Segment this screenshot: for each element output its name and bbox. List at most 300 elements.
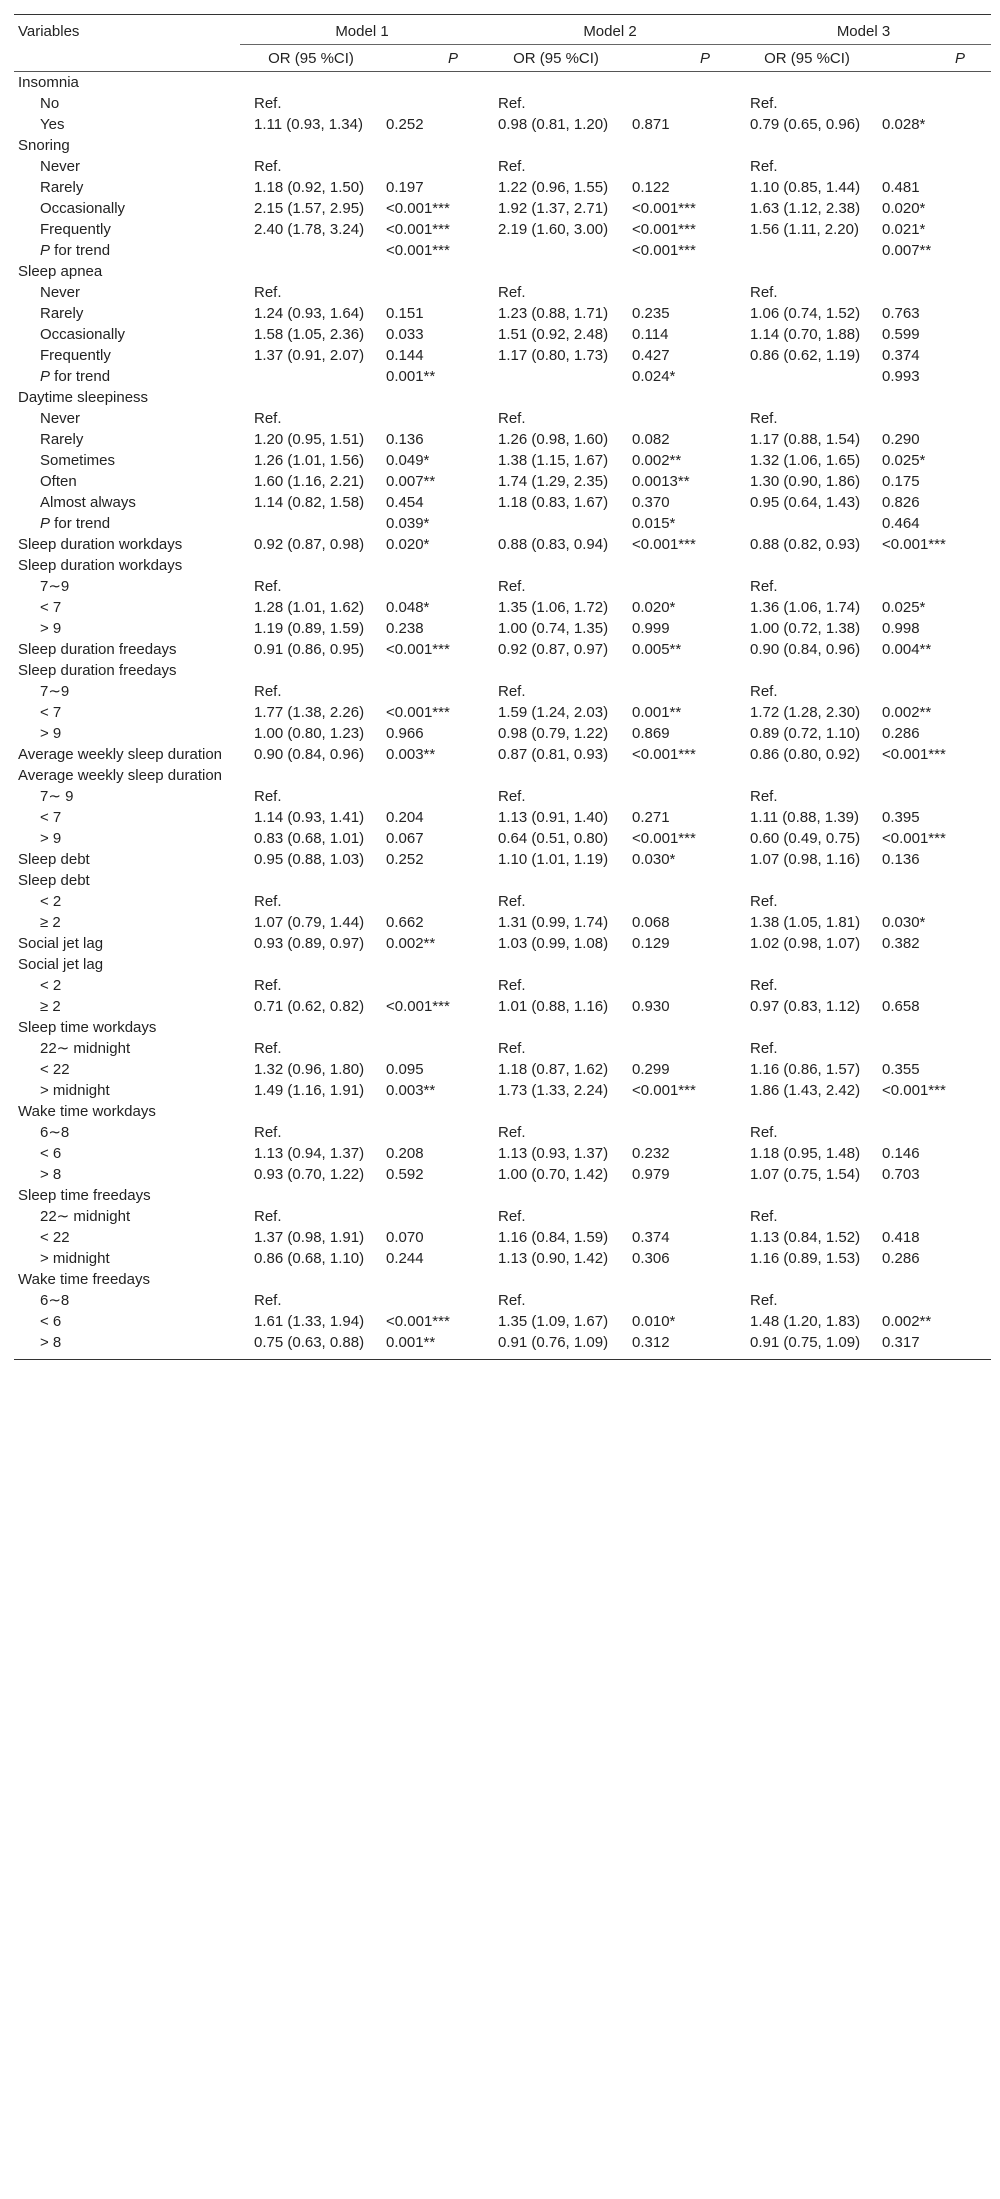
- or-ci-cell-model-2: 1.03 (0.99, 1.08): [498, 935, 609, 952]
- or-ci-cell-model-2: 1.74 (1.29, 2.35): [498, 473, 609, 490]
- p-value-cell-model-1: 0.252: [386, 116, 424, 133]
- p-value-cell-model-1: 0.003**: [386, 746, 436, 763]
- or-ci-cell-model-3: 0.88 (0.82, 0.93): [750, 536, 861, 553]
- p-value-cell-model-2: 0.979: [632, 1166, 670, 1183]
- or-ci-cell-model-2: [484, 555, 628, 576]
- p-value-cell-model-1: [382, 1122, 484, 1143]
- or-ci-cell-model-1: [240, 1101, 382, 1122]
- or-ci-cell-model-1: [240, 1269, 382, 1290]
- table-row: [14, 1080, 991, 1101]
- p-value-cell-model-2: [628, 765, 736, 786]
- table-row: [14, 996, 991, 1017]
- p-value-cell-model-3: [878, 786, 991, 807]
- or-ci-cell-model-1: 0.91 (0.86, 0.95): [254, 641, 365, 658]
- variable-label: 6∼8: [40, 1292, 70, 1309]
- p-value-cell-model-3: <0.001***: [882, 830, 946, 847]
- or-ci-cell-model-2: 1.38 (1.15, 1.67): [498, 452, 609, 469]
- p-value-cell-model-1: <0.001***: [386, 1313, 450, 1330]
- p-value-cell-model-1: 0.204: [386, 809, 424, 826]
- variable-label: < 2: [40, 893, 62, 910]
- or-ci-cell-model-3: 1.30 (0.90, 1.86): [750, 473, 861, 490]
- table-row: [14, 1122, 991, 1143]
- p-value-cell-model-1: 0.033: [386, 326, 424, 343]
- p-value-cell-model-1: [382, 891, 484, 912]
- or-ci-cell-model-3: 1.02 (0.98, 1.07): [750, 935, 861, 952]
- p-value-cell-model-1: 0.151: [386, 305, 424, 322]
- or-ci-cell-model-1: 1.11 (0.93, 1.34): [254, 116, 363, 133]
- p-value-cell-model-3: 0.993: [882, 368, 920, 385]
- or-ci-cell-model-1: 1.13 (0.94, 1.37): [254, 1145, 365, 1162]
- or-ci-cell-model-1: Ref.: [254, 578, 282, 595]
- or-ci-cell-model-3: 1.06 (0.74, 1.52): [750, 305, 861, 322]
- table-group-row: [14, 639, 991, 660]
- p-value-cell-model-3: 0.290: [882, 431, 920, 448]
- p-value-cell-model-3: 0.021*: [882, 221, 926, 238]
- p-value-cell-model-2: 0.930: [632, 998, 670, 1015]
- p-value-cell-model-2: [628, 786, 736, 807]
- or-ci-cell-model-2: 1.13 (0.91, 1.40): [498, 809, 609, 826]
- or-ci-cell-model-1: [240, 954, 382, 975]
- table-row: [14, 1038, 991, 1059]
- p-value-cell-model-1: <0.001***: [386, 242, 450, 259]
- table-group-row: [14, 387, 991, 408]
- p-value-cell-model-3: 0.355: [882, 1061, 920, 1078]
- p-value-cell-model-3: 0.002**: [882, 704, 932, 721]
- or-ci-cell-model-2: Ref.: [498, 1292, 526, 1309]
- or-ci-cell-model-2: Ref.: [498, 1208, 526, 1225]
- p-value-cell-model-2: [628, 1269, 736, 1290]
- table-row: [14, 702, 991, 723]
- p-value-cell-model-3: <0.001***: [882, 1082, 946, 1099]
- table-row: [14, 156, 991, 177]
- table-row: [14, 597, 991, 618]
- p-value-cell-model-2: 0.235: [632, 305, 670, 322]
- table-row: [14, 576, 991, 597]
- variable-label: Rarely: [40, 305, 84, 322]
- table-row: [14, 366, 991, 387]
- or-ci-cell-model-2: 1.16 (0.84, 1.59): [498, 1229, 609, 1246]
- p-header-model-2: P: [628, 45, 736, 72]
- variable-label: > 8: [14, 1332, 240, 1360]
- p-value-cell-model-3: 0.020*: [882, 200, 926, 217]
- variable-label: < 7: [40, 599, 62, 616]
- or-ci-cell-model-3: [736, 1185, 878, 1206]
- p-value-cell-model-3: [878, 387, 991, 408]
- variable-label: ≥ 2: [40, 998, 61, 1015]
- p-value-cell-model-2: [628, 156, 736, 177]
- p-value-cell-model-1: [382, 156, 484, 177]
- p-value-cell-model-3: 0.599: [882, 326, 920, 343]
- or-ci-cell-model-1: 0.93 (0.89, 0.97): [254, 935, 365, 952]
- p-value-cell-model-2: 0.374: [632, 1229, 670, 1246]
- p-value-cell-model-2: 0.129: [632, 935, 670, 952]
- variable-label: Insomnia: [18, 74, 79, 91]
- p-value-cell-model-1: 0.070: [386, 1229, 424, 1246]
- variable-label: Almost always: [40, 494, 136, 511]
- or-ci-cell-model-1: 1.37 (0.91, 2.07): [254, 347, 365, 364]
- table-group-row: [14, 1017, 991, 1038]
- p-value-cell-model-2: <0.001***: [632, 221, 696, 238]
- table-group-row: [14, 660, 991, 681]
- or-ci-cell-model-3: 1.14 (0.70, 1.88): [750, 326, 861, 343]
- p-value-cell-model-1: 0.001**: [382, 1332, 484, 1360]
- or-ci-cell-model-2: [484, 870, 628, 891]
- or-ci-cell-model-1: [240, 261, 382, 282]
- or-ci-cell-model-2: 1.23 (0.88, 1.71): [498, 305, 609, 322]
- table-row: [14, 114, 991, 135]
- or-ci-cell-model-1: 1.00 (0.80, 1.23): [254, 725, 365, 742]
- p-value-cell-model-2: 0.114: [632, 326, 669, 343]
- or-ci-cell-model-1: 1.26 (1.01, 1.56): [254, 452, 365, 469]
- variable-label: Sleep duration freedays: [18, 641, 177, 658]
- table-row: [14, 429, 991, 450]
- p-value-cell-model-2: [628, 93, 736, 114]
- p-value-cell-model-3: [878, 72, 991, 94]
- p-value-cell-model-1: [382, 1101, 484, 1122]
- table-row: [14, 618, 991, 639]
- variable-label: 7∼9: [40, 683, 70, 700]
- table-row: [14, 975, 991, 996]
- or-header-model-2: OR (95 %CI): [484, 45, 628, 72]
- or-ci-cell-model-2: [484, 261, 628, 282]
- p-value-cell-model-3: [878, 156, 991, 177]
- or-ci-cell-model-3: 0.97 (0.83, 1.12): [750, 998, 861, 1015]
- p-value-cell-model-3: 0.028*: [882, 116, 926, 133]
- variable-label: Sleep debt: [18, 872, 90, 889]
- variable-label: < 6: [40, 1145, 62, 1162]
- p-value-cell-model-3: 0.464: [882, 515, 920, 532]
- or-ci-cell-model-2: Ref.: [498, 977, 526, 994]
- variable-label: No: [40, 95, 60, 112]
- p-value-cell-model-3: [878, 1017, 991, 1038]
- or-ci-cell-model-2: [484, 135, 628, 156]
- p-value-cell-model-2: 0.306: [632, 1250, 670, 1267]
- p-value-cell-model-2: 0.271: [632, 809, 670, 826]
- or-ci-cell-model-3: [736, 555, 878, 576]
- or-ci-cell-model-2: Ref.: [498, 158, 526, 175]
- p-value-cell-model-2: 0.024*: [632, 368, 676, 385]
- variable-label: 7∼9: [40, 578, 70, 595]
- variable-label: Rarely: [40, 179, 84, 196]
- p-value-cell-model-1: <0.001***: [386, 200, 450, 217]
- or-ci-cell-model-3: 1.18 (0.95, 1.48): [750, 1145, 861, 1162]
- table-group-row: [14, 1185, 991, 1206]
- p-value-cell-model-2: [628, 135, 736, 156]
- p-value-cell-model-1: [382, 1185, 484, 1206]
- or-ci-cell-model-2: 1.92 (1.37, 2.71): [498, 200, 609, 217]
- table-row: [14, 891, 991, 912]
- p-value-cell-model-1: [382, 135, 484, 156]
- p-value-cell-model-3: [878, 870, 991, 891]
- or-ci-cell-model-3: [736, 1269, 878, 1290]
- p-value-cell-model-1: 0.208: [386, 1145, 424, 1162]
- variable-label: Frequently: [40, 221, 111, 238]
- p-value-cell-model-3: 0.175: [882, 473, 920, 490]
- or-ci-cell-model-3: Ref.: [750, 284, 778, 301]
- variable-label: > midnight: [40, 1250, 110, 1267]
- or-ci-cell-model-1: Ref.: [254, 788, 282, 805]
- p-value-cell-model-3: [878, 1269, 991, 1290]
- p-value-cell-model-1: 0.252: [386, 851, 424, 868]
- or-ci-cell-model-1: 0.90 (0.84, 0.96): [254, 746, 365, 763]
- variable-label: Average weekly sleep duration: [18, 746, 223, 763]
- table-row: [14, 786, 991, 807]
- or-ci-cell-model-3: Ref.: [750, 1040, 778, 1057]
- or-ci-cell-model-2: [484, 366, 628, 387]
- p-value-cell-model-3: 0.007**: [882, 242, 932, 259]
- p-value-cell-model-1: 0.020*: [386, 536, 430, 553]
- p-value-cell-model-2: <0.001***: [632, 830, 696, 847]
- or-ci-cell-model-1: Ref.: [254, 977, 282, 994]
- or-ci-cell-model-2: Ref.: [498, 578, 526, 595]
- p-value-cell-model-3: 0.002**: [882, 1313, 932, 1330]
- p-value-cell-model-2: <0.001***: [632, 242, 696, 259]
- p-value-cell-model-1: [382, 660, 484, 681]
- p-value-cell-model-2: 0.999: [632, 620, 670, 637]
- or-ci-cell-model-2: 0.98 (0.79, 1.22): [498, 725, 609, 742]
- p-value-cell-model-2: 0.427: [632, 347, 670, 364]
- p-value-cell-model-3: [878, 261, 991, 282]
- variable-label: > 9: [40, 620, 62, 637]
- p-value-cell-model-1: [382, 576, 484, 597]
- p-value-cell-model-3: [878, 1290, 991, 1311]
- or-ci-cell-model-1: 1.07 (0.79, 1.44): [254, 914, 365, 931]
- variable-label: Never: [40, 410, 81, 427]
- p-value-cell-model-1: [382, 408, 484, 429]
- variable-label: < 22: [40, 1061, 70, 1078]
- or-ci-cell-model-3: 1.16 (0.86, 1.57): [750, 1061, 861, 1078]
- table-row: [14, 471, 991, 492]
- variable-label: Never: [40, 158, 81, 175]
- table-group-row: [14, 135, 991, 156]
- p-value-cell-model-2: [628, 660, 736, 681]
- or-ci-cell-model-2: 1.73 (1.33, 2.24): [498, 1082, 609, 1099]
- or-ci-cell-model-1: [240, 135, 382, 156]
- p-header-model-1: P: [382, 45, 484, 72]
- p-value-cell-model-2: 0.068: [632, 914, 670, 931]
- table-row: [14, 1290, 991, 1311]
- table-group-row: [14, 534, 991, 555]
- or-ci-cell-model-3: Ref.: [750, 410, 778, 427]
- or-ci-cell-model-3: [736, 513, 878, 534]
- or-ci-cell-model-1: [240, 870, 382, 891]
- p-value-cell-model-1: [382, 1290, 484, 1311]
- p-value-cell-model-2: [628, 408, 736, 429]
- or-ci-cell-model-1: 2.40 (1.78, 3.24): [254, 221, 365, 238]
- table-group-row: [14, 261, 991, 282]
- or-ci-cell-model-1: 0.83 (0.68, 1.01): [254, 830, 365, 847]
- variable-label: 7∼ 9: [40, 788, 74, 805]
- variable-label: > 9: [40, 830, 62, 847]
- odds-ratio-table: [14, 14, 991, 1360]
- p-value-cell-model-3: [878, 408, 991, 429]
- p-value-cell-model-3: 0.025*: [882, 599, 926, 616]
- p-value-cell-model-2: 0.122: [632, 179, 670, 196]
- or-ci-cell-model-1: [240, 513, 382, 534]
- table-row: [14, 1332, 991, 1360]
- table-row: [14, 1248, 991, 1269]
- p-value-cell-model-3: 0.146: [882, 1145, 920, 1162]
- p-value-cell-model-1: 0.662: [386, 914, 424, 931]
- variable-label: Sleep duration workdays: [18, 536, 183, 553]
- p-value-cell-model-2: [628, 1122, 736, 1143]
- or-ci-cell-model-2: [484, 1017, 628, 1038]
- variable-label: 22∼ midnight: [40, 1040, 131, 1057]
- p-value-cell-model-1: 0.067: [386, 830, 424, 847]
- p-value-cell-model-2: [628, 954, 736, 975]
- p-value-cell-model-3: [878, 954, 991, 975]
- or-ci-cell-model-2: [484, 1269, 628, 1290]
- variable-label: > 9: [40, 725, 62, 742]
- table-row: [14, 1206, 991, 1227]
- table-group-row: [14, 765, 991, 786]
- variable-label: Sleep time freedays: [18, 1187, 151, 1204]
- p-value-cell-model-1: 0.001**: [386, 368, 436, 385]
- or-ci-cell-model-3: Ref.: [750, 683, 778, 700]
- variable-label: 6∼8: [40, 1124, 70, 1141]
- or-ci-cell-model-3: 0.86 (0.62, 1.19): [750, 347, 861, 364]
- variable-label: Sleep duration freedays: [18, 662, 177, 679]
- or-ci-cell-model-2: Ref.: [498, 410, 526, 427]
- or-ci-cell-model-3: Ref.: [750, 158, 778, 175]
- p-value-cell-model-1: 0.144: [386, 347, 424, 364]
- p-value-cell-model-1: [382, 72, 484, 94]
- p-value-cell-model-1: 0.454: [386, 494, 424, 511]
- or-ci-cell-model-3: 1.16 (0.89, 1.53): [750, 1250, 861, 1267]
- variables-subheader-blank: [14, 45, 240, 72]
- table-row: [14, 492, 991, 513]
- or-ci-cell-model-3: [736, 765, 878, 786]
- table-row: [14, 807, 991, 828]
- p-value-cell-model-2: 0.020*: [632, 599, 676, 616]
- or-ci-cell-model-1: 0.92 (0.87, 0.98): [254, 536, 365, 553]
- or-ci-cell-model-1: Ref.: [254, 95, 282, 112]
- p-value-cell-model-2: <0.001***: [632, 536, 696, 553]
- p-value-cell-model-3: 0.826: [882, 494, 920, 511]
- or-ci-cell-model-3: Ref.: [750, 95, 778, 112]
- p-value-cell-model-1: [382, 387, 484, 408]
- variable-label: Sleep debt: [18, 851, 90, 868]
- p-value-cell-model-1: [382, 954, 484, 975]
- p-value-cell-model-2: [628, 1017, 736, 1038]
- or-ci-cell-model-2: 1.10 (1.01, 1.19): [498, 851, 609, 868]
- p-value-cell-model-2: 0.869: [632, 725, 670, 742]
- variable-label: Sleep duration workdays: [18, 557, 183, 574]
- variable-label: Sometimes: [40, 452, 116, 469]
- p-value-cell-model-3: [878, 681, 991, 702]
- table-row: [14, 1311, 991, 1332]
- p-value-cell-model-3: [878, 891, 991, 912]
- or-ci-cell-model-2: 0.88 (0.83, 0.94): [498, 536, 609, 553]
- or-ci-cell-model-1: [240, 1017, 382, 1038]
- or-ci-cell-model-2: 1.17 (0.80, 1.73): [498, 347, 609, 364]
- variable-label: < 2: [40, 977, 62, 994]
- or-ci-cell-model-1: [240, 1185, 382, 1206]
- or-ci-cell-model-2: 1.26 (0.98, 1.60): [498, 431, 609, 448]
- or-ci-cell-model-2: 1.18 (0.87, 1.62): [498, 1061, 609, 1078]
- p-value-cell-model-2: <0.001***: [632, 746, 696, 763]
- p-value-cell-model-3: 0.763: [882, 305, 920, 322]
- or-ci-cell-model-3: 1.13 (0.84, 1.52): [750, 1229, 861, 1246]
- p-value-cell-model-1: 0.039*: [386, 515, 430, 532]
- table-row: [14, 912, 991, 933]
- or-ci-cell-model-1: 0.75 (0.63, 0.88): [240, 1332, 382, 1360]
- p-value-cell-model-2: [628, 1290, 736, 1311]
- table-group-row: [14, 555, 991, 576]
- or-ci-cell-model-2: 1.13 (0.93, 1.37): [498, 1145, 609, 1162]
- variable-label: Rarely: [40, 431, 84, 448]
- variable-label: Frequently: [40, 347, 111, 364]
- p-value-cell-model-2: 0.082: [632, 431, 670, 448]
- p-value-cell-model-3: [878, 765, 991, 786]
- p-value-cell-model-2: [628, 555, 736, 576]
- p-value-cell-model-1: 0.197: [386, 179, 424, 196]
- or-ci-cell-model-1: Ref.: [254, 1208, 282, 1225]
- or-ci-cell-model-1: 1.24 (0.93, 1.64): [254, 305, 365, 322]
- table-row: [14, 408, 991, 429]
- or-ci-cell-model-3: 0.89 (0.72, 1.10): [750, 725, 861, 742]
- p-value-cell-model-3: [878, 555, 991, 576]
- or-ci-cell-model-2: Ref.: [498, 95, 526, 112]
- p-value-cell-model-2: 0.312: [628, 1332, 736, 1360]
- or-header-model-3: OR (95 %CI): [736, 45, 878, 72]
- or-ci-cell-model-1: 1.14 (0.82, 1.58): [254, 494, 365, 511]
- p-value-cell-model-2: 0.010*: [632, 1313, 676, 1330]
- or-ci-cell-model-1: 1.58 (1.05, 2.36): [254, 326, 365, 343]
- p-value-cell-model-1: [382, 765, 484, 786]
- p-value-cell-model-1: 0.238: [386, 620, 424, 637]
- p-value-cell-model-3: 0.136: [882, 851, 920, 868]
- or-ci-cell-model-3: 1.10 (0.85, 1.44): [750, 179, 861, 196]
- p-value-cell-model-1: [382, 1206, 484, 1227]
- p-value-cell-model-1: [382, 555, 484, 576]
- p-value-cell-model-1: <0.001***: [386, 704, 450, 721]
- or-ci-cell-model-3: Ref.: [750, 1208, 778, 1225]
- or-ci-cell-model-2: 1.18 (0.83, 1.67): [498, 494, 609, 511]
- or-ci-cell-model-3: Ref.: [750, 578, 778, 595]
- p-value-cell-model-1: [382, 681, 484, 702]
- or-ci-cell-model-2: 2.19 (1.60, 3.00): [498, 221, 609, 238]
- or-ci-cell-model-1: 1.28 (1.01, 1.62): [254, 599, 365, 616]
- or-ci-cell-model-2: 1.35 (1.09, 1.67): [498, 1313, 609, 1330]
- p-value-cell-model-3: 0.658: [882, 998, 920, 1015]
- p-value-cell-model-3: 0.998: [882, 620, 920, 637]
- variable-label: < 7: [40, 809, 62, 826]
- table-row: [14, 303, 991, 324]
- or-ci-cell-model-3: 1.07 (0.98, 1.16): [750, 851, 861, 868]
- or-ci-cell-model-3: 1.00 (0.72, 1.38): [750, 620, 861, 637]
- variable-label: P for trend: [40, 515, 111, 532]
- table-row: [14, 219, 991, 240]
- or-ci-cell-model-1: Ref.: [254, 893, 282, 910]
- or-ci-cell-model-3: 0.91 (0.75, 1.09): [736, 1332, 878, 1360]
- p-value-cell-model-1: <0.001***: [386, 998, 450, 1015]
- or-ci-cell-model-3: 1.11 (0.88, 1.39): [750, 809, 859, 826]
- p-value-cell-model-3: [878, 1206, 991, 1227]
- variable-label: P for trend: [40, 242, 111, 259]
- table-group-row: [14, 849, 991, 870]
- or-ci-cell-model-3: [736, 870, 878, 891]
- p-value-cell-model-3: [878, 1101, 991, 1122]
- p-value-cell-model-1: 0.049*: [386, 452, 430, 469]
- p-value-cell-model-2: [628, 1206, 736, 1227]
- or-ci-cell-model-3: [736, 387, 878, 408]
- p-value-cell-model-3: 0.382: [882, 935, 920, 952]
- or-ci-cell-model-3: 1.48 (1.20, 1.83): [750, 1313, 861, 1330]
- or-ci-cell-model-2: 0.87 (0.81, 0.93): [498, 746, 609, 763]
- table-row: [14, 513, 991, 534]
- or-ci-cell-model-2: Ref.: [498, 893, 526, 910]
